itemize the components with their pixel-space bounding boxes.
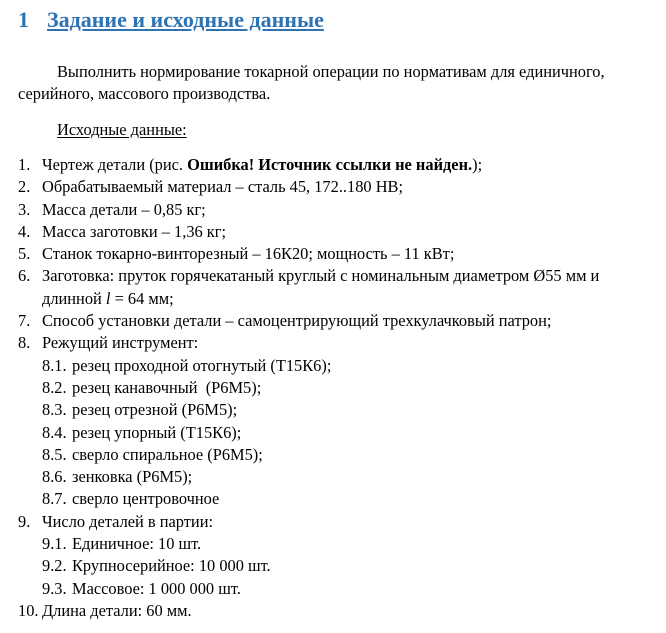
numbered-list bbox=[18, 154, 658, 622]
sub-list-item-text: резец канавочный (Р6М5); bbox=[72, 377, 262, 397]
sub-list-item-text: резец отрезной (Р6М5); bbox=[72, 400, 238, 420]
sub-list-item bbox=[18, 399, 658, 421]
sub-list-item-text: резец упорный (Т15К6); bbox=[72, 422, 242, 442]
sub-list-item bbox=[18, 533, 658, 555]
sub-list-item-number: 9.3. bbox=[42, 578, 67, 598]
heading-number: 1 bbox=[18, 7, 29, 32]
list-item-number: 4. bbox=[18, 221, 31, 241]
list-item-number: 6. bbox=[18, 266, 31, 286]
sub-list-item-number: 9.1. bbox=[42, 534, 67, 554]
sub-list-item-text: сверло центровочное bbox=[72, 489, 220, 509]
list-item-text-start: длинной bbox=[42, 288, 106, 308]
list-item bbox=[18, 199, 658, 221]
heading-title: Задание и исходные данные bbox=[47, 7, 324, 32]
sub-list-item-number: 8.6. bbox=[42, 467, 67, 487]
list-item-number: 1. bbox=[18, 155, 31, 174]
list-item bbox=[18, 221, 658, 243]
list-item bbox=[18, 600, 658, 622]
list-item-text-line-2 bbox=[42, 288, 174, 310]
length-variable: l bbox=[105, 288, 111, 308]
intro-line-1: Выполнить нормирование токарной операции по нормативам для единичного, bbox=[57, 62, 605, 81]
list-item-number: 8. bbox=[18, 333, 31, 353]
list-item-number: 7. bbox=[18, 311, 31, 331]
sub-list-item-number: 8.1. bbox=[42, 355, 67, 375]
sub-list-item-number: 8.2. bbox=[42, 377, 67, 397]
sub-list-item bbox=[18, 422, 658, 444]
sub-list-item bbox=[18, 466, 658, 488]
list-item-number: 2. bbox=[18, 177, 31, 197]
sub-list-item-text: резец проходной отогнутый (Т15К6); bbox=[72, 355, 332, 375]
intro-paragraph bbox=[18, 61, 605, 106]
list-item bbox=[18, 265, 658, 287]
list-item-number: 9. bbox=[18, 511, 31, 531]
sub-list-item-text: зенковка (Р6М5); bbox=[72, 467, 193, 487]
sub-list-item bbox=[18, 444, 658, 466]
list-item-text: Масса заготовки – 1,36 кг; bbox=[42, 221, 227, 241]
list-item bbox=[18, 243, 658, 265]
list-item-text: Длина детали: 60 мм. bbox=[42, 600, 192, 620]
list-item-text: Число деталей в партии: bbox=[42, 511, 214, 531]
list-item-text: Режущий инструмент: bbox=[42, 333, 199, 353]
list-item-number: 5. bbox=[18, 244, 31, 264]
source-data-label: Исходные данные: bbox=[57, 120, 187, 139]
sub-list-item bbox=[18, 355, 658, 377]
sub-list-item bbox=[18, 578, 658, 600]
list-item bbox=[18, 511, 658, 533]
sub-list-item-text: Массовое: 1 000 000 шт. bbox=[72, 578, 241, 598]
list-item-number: 3. bbox=[18, 199, 31, 219]
sub-list-item bbox=[18, 555, 658, 577]
list-item-text: Способ установки детали – самоцентрирующий трехкулачковый патрон; bbox=[42, 311, 552, 331]
list-item-text: Обрабатываемый материал – сталь 45, 172..180 HB; bbox=[42, 177, 404, 197]
list-item bbox=[18, 154, 658, 176]
sub-list-item-number: 8.7. bbox=[42, 489, 67, 509]
sub-list-item bbox=[18, 377, 658, 399]
sub-list-item-text: Крупносерийное: 10 000 шт. bbox=[72, 556, 271, 576]
broken-reference-error: Ошибка! Источник ссылки не найден. bbox=[187, 155, 473, 174]
sub-list-item-text: сверло спиральное (Р6М5); bbox=[72, 444, 263, 464]
list-item bbox=[18, 332, 658, 354]
list-item-text-end: = 64 мм; bbox=[110, 288, 174, 308]
sub-list-item-number: 8.4. bbox=[42, 422, 67, 442]
sub-list-item-text: Единичное: 10 шт. bbox=[72, 534, 202, 554]
list-item bbox=[18, 176, 658, 198]
sub-list-item-number: 9.2. bbox=[42, 556, 67, 576]
list-item-text-start: Чертеж детали (рис. bbox=[42, 155, 188, 174]
sub-list-item-number: 8.3. bbox=[42, 400, 67, 420]
list-item-text bbox=[42, 154, 482, 176]
intro-line-2: серийного, массового производства. bbox=[18, 84, 271, 104]
list-item-number: 10. bbox=[18, 600, 39, 620]
sub-list-item-number: 8.5. bbox=[42, 444, 67, 464]
section-heading bbox=[18, 6, 324, 34]
list-item-continuation bbox=[18, 288, 658, 310]
list-item bbox=[18, 310, 658, 332]
list-item-text-line-1: Заготовка: пруток горячекатаный круглый с номинальным диаметром Ø55 мм и bbox=[42, 266, 600, 286]
list-item-text: Станок токарно-винторезный – 16К20; мощность – 11 кВт; bbox=[42, 244, 455, 264]
sub-list-item bbox=[18, 488, 658, 510]
list-item-text-end: ); bbox=[472, 155, 483, 174]
list-item-text: Масса детали – 0,85 кг; bbox=[42, 199, 206, 219]
